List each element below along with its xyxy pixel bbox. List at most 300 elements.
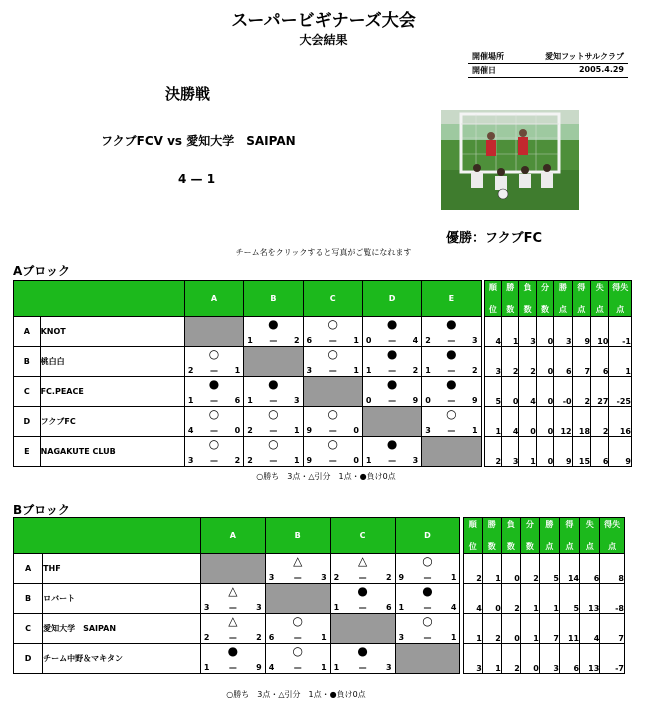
column-header: B <box>265 518 330 554</box>
row-letter: A <box>14 317 41 347</box>
team-name-link[interactable]: 愛知大学 SAIPAN <box>43 614 201 644</box>
match-score <box>188 456 240 465</box>
stat-value: 7 <box>539 614 559 644</box>
stat-header-bottom: 点 <box>595 305 604 314</box>
result-symbol: ● <box>386 347 398 361</box>
final-matchup: フクブFCV vs 愛知大学 SAIPAN <box>101 134 296 148</box>
table-row <box>14 407 632 437</box>
score-dash: — <box>388 396 397 405</box>
match-score <box>366 336 418 345</box>
score-for: 4 <box>268 663 275 672</box>
score-for: 4 <box>187 426 194 435</box>
stat-header <box>554 281 572 317</box>
final-score: 4 — 1 <box>178 172 216 186</box>
match-score <box>334 663 392 672</box>
stat-header-bottom: 数 <box>487 542 496 551</box>
stat-value: 13 <box>580 644 600 674</box>
match-result-cell <box>265 554 330 584</box>
score-for: 1 <box>398 603 405 612</box>
score-for: 3 <box>203 603 210 612</box>
stat-header-top: 得 <box>577 283 586 292</box>
score-for: 1 <box>333 663 340 672</box>
score-dash: — <box>269 426 278 435</box>
stat-value: 9 <box>554 437 572 467</box>
score-for: 1 <box>333 603 340 612</box>
match-score <box>334 573 392 582</box>
stat-value: -0 <box>554 377 572 407</box>
match-result-cell <box>244 317 303 347</box>
column-header: E <box>422 281 481 317</box>
stat-value: 16 <box>609 407 632 437</box>
result-symbol: ● <box>446 377 457 391</box>
block-a-label: Aブロック <box>13 264 71 278</box>
score-against: 1 <box>321 633 327 642</box>
team-name-link[interactable]: 桃白白 <box>40 347 184 377</box>
match-result-cell <box>422 407 481 437</box>
stat-value: 5 <box>539 554 559 584</box>
match-score <box>269 573 327 582</box>
column-header: D <box>362 281 421 317</box>
score-against: 9 <box>256 663 262 672</box>
result-symbol: ● <box>357 644 368 658</box>
match-score <box>307 456 359 465</box>
stat-header <box>501 518 520 554</box>
stat-header-bottom: 点 <box>545 542 554 551</box>
stat-header-bottom: 数 <box>506 305 515 314</box>
result-symbol: ● <box>357 584 368 598</box>
result-symbol: ● <box>446 347 457 361</box>
score-for: 1 <box>247 336 253 345</box>
header-blank-cell <box>14 281 185 317</box>
score-dash: — <box>358 663 367 672</box>
match-result-cell <box>265 644 330 674</box>
match-score <box>425 366 477 375</box>
score-against: 2 <box>293 336 300 345</box>
score-for: 1 <box>365 456 372 465</box>
stat-value: 0 <box>501 554 520 584</box>
table-row <box>14 614 625 644</box>
score-dash: — <box>447 396 456 405</box>
score-dash: — <box>228 663 237 672</box>
stat-header-bottom: 数 <box>541 305 549 314</box>
match-result-cell <box>184 437 243 467</box>
stat-header <box>600 518 625 554</box>
stat-value: 9 <box>572 317 590 347</box>
stat-value: 3 <box>484 347 501 377</box>
table-row <box>14 584 625 614</box>
row-letter: A <box>14 554 43 584</box>
match-result-cell <box>265 614 330 644</box>
row-letter: D <box>14 407 41 437</box>
table-row <box>14 377 632 407</box>
stat-value: 7 <box>600 614 625 644</box>
score-for: 3 <box>306 366 313 375</box>
score-dash: — <box>328 366 337 375</box>
stat-value: 3 <box>502 437 519 467</box>
block-b-legend: ○勝ち 3点・△引分 1点・●負け0点 <box>226 690 366 699</box>
stat-value: 27 <box>591 377 609 407</box>
score-against: 2 <box>412 366 419 375</box>
score-for: 0 <box>365 336 372 345</box>
stat-value: 0 <box>536 437 553 467</box>
score-against: 3 <box>293 396 300 405</box>
stat-header-top: 順 <box>468 520 477 529</box>
result-symbol: ● <box>268 377 279 391</box>
stat-header-top: 得失 <box>604 520 621 529</box>
score-against: 4 <box>412 336 419 345</box>
score-against: 2 <box>385 573 392 582</box>
match-score <box>425 396 477 405</box>
stat-value: 1 <box>482 644 501 674</box>
score-against: 0 <box>234 426 241 435</box>
match-result-cell <box>330 554 395 584</box>
match-score <box>204 633 262 642</box>
stat-value: 6 <box>559 644 579 674</box>
self-match-cell <box>422 437 481 467</box>
header-blank-cell <box>14 518 201 554</box>
stat-header-top: 負 <box>523 283 532 292</box>
score-against: 6 <box>234 396 241 405</box>
stat-header <box>536 281 553 317</box>
match-result-cell <box>330 584 395 614</box>
stat-header <box>519 281 536 317</box>
row-letter: D <box>14 644 43 674</box>
stat-header <box>591 281 609 317</box>
stat-value: 0 <box>536 347 553 377</box>
score-for: 9 <box>398 573 405 582</box>
stat-header <box>482 518 501 554</box>
stat-value: 8 <box>600 554 625 584</box>
score-against: 1 <box>321 663 327 672</box>
score-against: 4 <box>450 603 457 612</box>
score-against: 1 <box>234 366 241 375</box>
result-symbol: ○ <box>422 614 433 628</box>
score-against: 1 <box>450 633 457 642</box>
match-score <box>366 396 418 405</box>
score-against: 2 <box>256 633 262 642</box>
match-result-cell <box>303 347 362 377</box>
stat-header-top: 勝 <box>487 520 496 529</box>
score-dash: — <box>447 366 456 375</box>
stat-value: 7 <box>572 347 590 377</box>
result-symbol: ○ <box>268 437 279 451</box>
match-result-cell <box>362 317 421 347</box>
match-score <box>188 366 240 375</box>
score-against: 1 <box>450 573 457 582</box>
stat-value: 6 <box>554 347 572 377</box>
score-dash: — <box>447 336 456 345</box>
result-symbol: ○ <box>208 437 220 451</box>
stat-value: 1 <box>539 584 559 614</box>
score-dash: — <box>269 456 278 465</box>
score-dash: — <box>447 426 456 435</box>
match-result-cell <box>184 347 243 377</box>
stat-value: 9 <box>609 437 632 467</box>
stat-value: 2 <box>519 347 536 377</box>
score-against: 1 <box>353 336 359 345</box>
result-symbol: ○ <box>292 644 303 658</box>
score-against: 2 <box>472 366 478 375</box>
table-row <box>14 437 632 467</box>
row-letter: B <box>14 347 41 377</box>
row-letter: C <box>14 377 41 407</box>
score-against: 1 <box>353 366 359 375</box>
result-symbol: △ <box>228 584 238 598</box>
match-result-cell <box>184 407 243 437</box>
stat-header-top: 失 <box>585 520 594 529</box>
team-photo-image <box>441 110 579 210</box>
stat-header-bottom: 位 <box>468 542 477 551</box>
block-a-legend: ○勝ち 3点・△引分 1点・●負け0点 <box>256 472 396 481</box>
score-for: 1 <box>187 396 194 405</box>
score-for: 1 <box>425 366 431 375</box>
stat-header <box>572 281 590 317</box>
stat-header-bottom: 位 <box>488 305 497 314</box>
stat-value: 5 <box>484 377 501 407</box>
score-for: 2 <box>247 456 253 465</box>
stat-header <box>520 518 539 554</box>
score-dash: — <box>328 426 337 435</box>
match-result-cell <box>362 437 421 467</box>
stat-value: -1 <box>609 317 632 347</box>
stat-header-top: 勝 <box>558 283 567 292</box>
stat-header-top: 分 <box>541 283 549 292</box>
team-photo[interactable] <box>441 110 579 210</box>
stat-header-top: 得失 <box>612 283 629 292</box>
score-dash: — <box>210 396 219 405</box>
score-against: 6 <box>385 603 392 612</box>
score-against: 9 <box>412 396 419 405</box>
match-result-cell <box>395 614 460 644</box>
score-for: 9 <box>306 426 313 435</box>
table-row <box>14 554 625 584</box>
team-name-link[interactable]: NAGAKUTE CLUB <box>40 437 184 467</box>
result-symbol: ○ <box>268 407 279 421</box>
self-match-cell <box>395 644 460 674</box>
match-result-cell <box>303 317 362 347</box>
score-for: 1 <box>365 366 372 375</box>
stat-value: 2 <box>501 644 520 674</box>
score-against: 3 <box>472 336 478 345</box>
score-for: 6 <box>306 336 313 345</box>
score-for: 0 <box>425 396 431 405</box>
match-score <box>366 366 418 375</box>
stat-value: 3 <box>554 317 572 347</box>
score-against: 3 <box>385 663 392 672</box>
stat-value: 0 <box>501 614 520 644</box>
stat-value: 2 <box>463 554 482 584</box>
stat-header-bottom: 数 <box>523 305 532 314</box>
match-score <box>307 426 359 435</box>
team-name-link[interactable]: フクブFC <box>40 407 184 437</box>
match-score <box>247 336 299 345</box>
match-score <box>247 396 299 405</box>
score-dash: — <box>423 573 432 582</box>
stat-value: 1 <box>520 614 539 644</box>
stat-header <box>580 518 600 554</box>
match-result-cell <box>395 584 460 614</box>
page-subtitle: 大会結果 <box>299 33 348 47</box>
match-result-cell <box>395 554 460 584</box>
score-for: 3 <box>268 573 275 582</box>
stat-value: 0 <box>520 644 539 674</box>
stat-header <box>559 518 579 554</box>
stat-value: 4 <box>484 317 501 347</box>
column-header: A <box>184 281 243 317</box>
team-name-link[interactable]: ロバート <box>43 584 201 614</box>
stat-value: 1 <box>519 437 536 467</box>
self-match-cell <box>200 554 265 584</box>
score-dash: — <box>358 573 367 582</box>
page-title: スーパービギナーズ大会 <box>231 11 416 31</box>
match-result-cell <box>244 407 303 437</box>
result-symbol: ● <box>227 644 239 658</box>
match-score <box>399 603 457 612</box>
stat-value: 6 <box>591 347 609 377</box>
stat-value: 0 <box>536 377 553 407</box>
match-score <box>269 633 327 642</box>
self-match-cell <box>303 377 362 407</box>
score-for: 1 <box>247 396 253 405</box>
stat-value: 2 <box>572 377 590 407</box>
stat-header-bottom: 点 <box>585 542 594 551</box>
score-dash: — <box>210 426 219 435</box>
match-result-cell <box>244 437 303 467</box>
stat-header <box>463 518 482 554</box>
score-dash: — <box>269 336 278 345</box>
date-label: 開催日 <box>472 66 496 75</box>
score-dash: — <box>210 366 219 375</box>
score-against: 3 <box>256 603 262 612</box>
column-header: A <box>200 518 265 554</box>
stat-value: 1 <box>609 347 632 377</box>
score-dash: — <box>328 336 337 345</box>
result-symbol: ○ <box>327 317 338 331</box>
team-name-link[interactable]: チーム中野＆マキタン <box>43 644 201 674</box>
match-result-cell <box>422 317 481 347</box>
stat-value: -25 <box>609 377 632 407</box>
column-header: D <box>395 518 460 554</box>
stat-header-bottom: 点 <box>565 542 574 551</box>
team-name-link[interactable]: THF <box>43 554 201 584</box>
winner-label: 優勝：フクブFC <box>446 231 543 246</box>
result-symbol: ○ <box>292 614 303 628</box>
score-for: 2 <box>247 426 253 435</box>
match-score <box>247 426 299 435</box>
score-against: 3 <box>321 573 327 582</box>
match-score <box>425 336 477 345</box>
score-for: 3 <box>187 456 194 465</box>
score-dash: — <box>423 633 432 642</box>
score-against: 1 <box>472 426 478 435</box>
team-name-link[interactable]: FC.PEACE <box>40 377 184 407</box>
self-match-cell <box>362 407 421 437</box>
result-symbol: △ <box>357 554 368 568</box>
match-score <box>334 603 392 612</box>
match-result-cell <box>330 644 395 674</box>
stat-value: 2 <box>482 614 501 644</box>
match-score <box>269 663 327 672</box>
stat-value: 1 <box>463 614 482 644</box>
score-for: 0 <box>365 396 372 405</box>
block-b-table <box>13 517 625 674</box>
stat-header-bottom: 数 <box>525 542 534 551</box>
row-letter: E <box>14 437 41 467</box>
match-result-cell <box>303 407 362 437</box>
photo-note: チーム名をクリックすると写真がご覧になれます <box>235 248 412 257</box>
stat-header-top: 勝 <box>506 283 515 292</box>
stat-value: 4 <box>519 377 536 407</box>
stat-value: 3 <box>463 644 482 674</box>
stat-header-bottom: 点 <box>577 305 586 314</box>
stat-value: 18 <box>572 407 590 437</box>
stat-header-bottom: 数 <box>506 542 515 551</box>
venue-label: 開催場所 <box>472 52 504 61</box>
result-symbol: △ <box>293 554 303 568</box>
match-score <box>204 663 262 672</box>
stat-value: 1 <box>484 407 501 437</box>
stat-header-top: 順 <box>488 283 497 292</box>
score-for: 2 <box>425 336 431 345</box>
block-a-table <box>13 280 632 467</box>
stat-value: -7 <box>600 644 625 674</box>
match-result-cell <box>422 377 481 407</box>
row-letter: B <box>14 584 43 614</box>
stat-value: 6 <box>591 437 609 467</box>
result-symbol: ○ <box>327 437 338 451</box>
team-name-link[interactable]: KNOT <box>40 317 184 347</box>
stat-value: 3 <box>539 644 559 674</box>
stat-value: 1 <box>502 317 519 347</box>
stat-value: 11 <box>559 614 579 644</box>
stat-value: 5 <box>559 584 579 614</box>
stat-value: 10 <box>591 317 609 347</box>
result-symbol: ● <box>208 377 220 391</box>
score-against: 1 <box>293 456 300 465</box>
match-score <box>247 456 299 465</box>
result-symbol: ○ <box>208 347 220 361</box>
block-b-label: Bブロック <box>13 503 70 517</box>
result-symbol: ○ <box>327 407 338 421</box>
venue-row <box>468 50 628 64</box>
stat-header-bottom: 点 <box>558 305 567 314</box>
stat-value: 2 <box>502 347 519 377</box>
stat-value: 0 <box>536 407 553 437</box>
stat-value: 4 <box>580 614 600 644</box>
match-result-cell <box>200 614 265 644</box>
result-symbol: ● <box>268 317 279 331</box>
score-against: 2 <box>234 456 241 465</box>
score-for: 1 <box>203 663 210 672</box>
match-score <box>399 573 457 582</box>
match-result-cell <box>200 584 265 614</box>
score-for: 3 <box>398 633 405 642</box>
score-against: 1 <box>293 426 300 435</box>
table-row <box>14 317 632 347</box>
table-row <box>14 644 625 674</box>
stat-value: 15 <box>572 437 590 467</box>
score-dash: — <box>293 573 302 582</box>
match-score <box>399 633 457 642</box>
match-result-cell <box>303 437 362 467</box>
score-for: 2 <box>333 573 340 582</box>
score-dash: — <box>328 456 337 465</box>
match-result-cell <box>184 377 243 407</box>
stat-value: 1 <box>482 554 501 584</box>
match-score <box>425 426 477 435</box>
stat-value: 2 <box>591 407 609 437</box>
table-row <box>14 347 632 377</box>
